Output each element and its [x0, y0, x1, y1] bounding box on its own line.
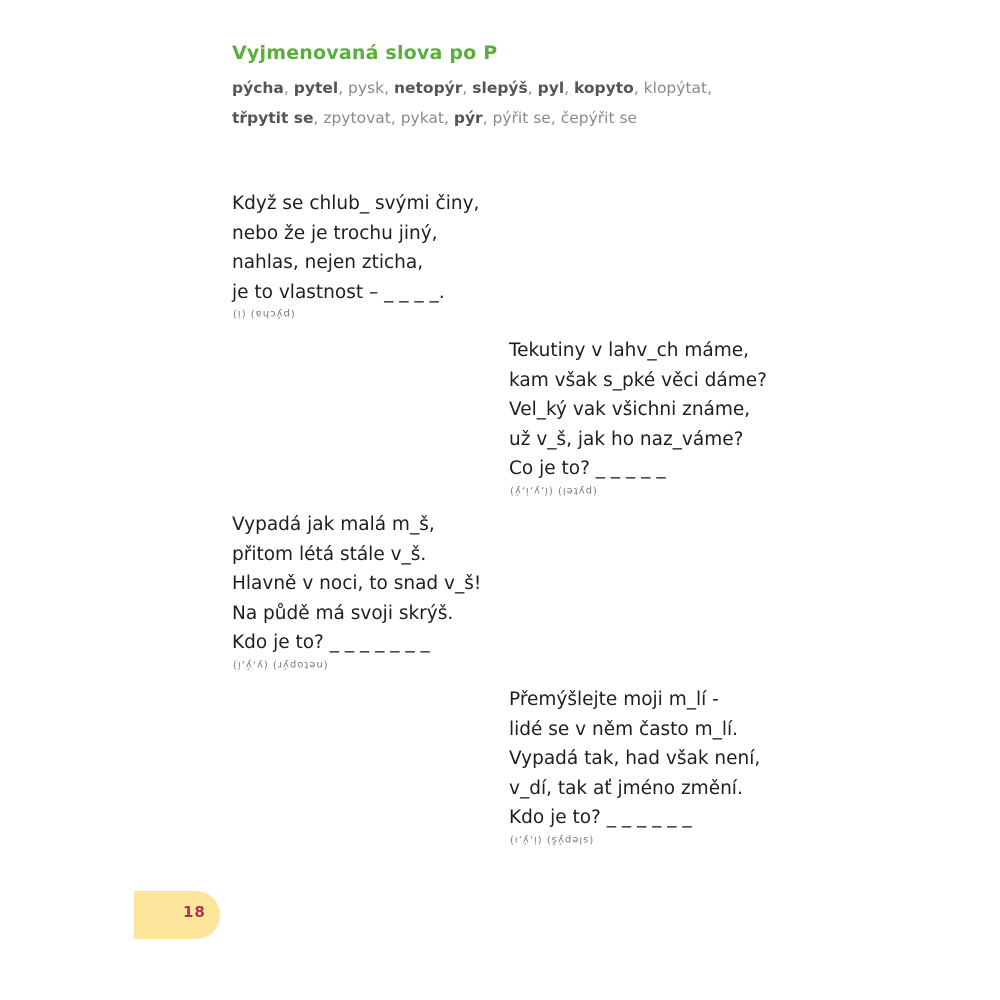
page-number: 18: [183, 903, 206, 921]
riddle-line: je to vlastnost – _ _ _ _.: [232, 281, 445, 303]
word-list-line-2: [232, 108, 637, 128]
riddle-line: nahlas, nejen zticha,: [232, 252, 424, 273]
word-text: , klopýtat,: [633, 79, 713, 97]
riddle-line: Kdo je to? _ _ _ _ _ _ _: [232, 632, 430, 653]
riddle-line: Na půdě má svoji skrýš.: [232, 602, 454, 624]
word-text: ,: [564, 79, 574, 97]
riddle-answer-upside-down: (slepýš) (i,ý,ı): [509, 833, 594, 845]
riddle-line: Tekutiny v lahv_ch máme,: [509, 340, 750, 361]
word-text: , pýřit se, čepýřit se: [482, 109, 638, 127]
riddle-line: Vypadá jak malá m_š,: [232, 514, 435, 535]
riddle-answer-upside-down: (netopýr) (y,ý,í): [232, 658, 328, 670]
riddle-line: kam však s_pké věci dáme?: [509, 369, 767, 391]
riddle-line: v_dí, tak ať jméno změní.: [509, 777, 743, 799]
word-emphasized: třpytit se: [232, 109, 314, 127]
riddle-line: přitom létá stále v_š.: [232, 543, 427, 565]
word-list-line-1: [232, 78, 712, 98]
word-emphasized: netopýr: [393, 79, 463, 97]
word-emphasized: slepýš: [472, 79, 528, 97]
riddle-line: už v_š, jak ho naz_váme?: [509, 428, 744, 450]
riddle-line: lidé se v něm často m_lí.: [509, 718, 739, 740]
word-text: , zpytovat, pykat,: [313, 109, 454, 127]
riddle-line: Hlavně v noci, to snad v_š!: [232, 573, 482, 594]
riddle-answer-upside-down: (pýcha) (i): [232, 308, 295, 319]
word-text: , pysk,: [338, 79, 394, 97]
word-emphasized: pýr: [453, 109, 483, 127]
page-number-tab: [134, 891, 220, 939]
word-text: ,: [283, 79, 294, 97]
riddle-answer-upside-down: (pytel) (í,y,i,ý): [509, 484, 597, 496]
riddle-line: nebo že je trochu jiný,: [232, 222, 438, 244]
riddle-line: Když se chlub_ svými činy,: [232, 193, 480, 214]
word-emphasized: pyl: [537, 79, 565, 97]
word-text: ,: [462, 79, 473, 97]
riddle-line: Vel_ký vak všichni známe,: [509, 399, 751, 420]
riddle-line: Vypadá tak, had však není,: [509, 748, 761, 769]
riddle-line: Co je to? _ _ _ _ _: [509, 458, 666, 479]
word-emphasized: pytel: [293, 79, 339, 97]
riddle-1: [232, 189, 512, 327]
word-emphasized: kopyto: [574, 79, 634, 97]
word-text: ,: [527, 79, 538, 97]
word-emphasized: pýcha: [232, 79, 284, 97]
riddle-line: Přemýšlejte moji m_lí -: [509, 689, 719, 710]
riddle-2: [509, 336, 789, 504]
riddle-line: Kdo je to? _ _ _ _ _ _: [509, 807, 692, 828]
riddle-4: [509, 685, 789, 853]
page-title: Vyjmenovaná slova po P: [232, 42, 498, 64]
riddle-3: [232, 510, 512, 678]
